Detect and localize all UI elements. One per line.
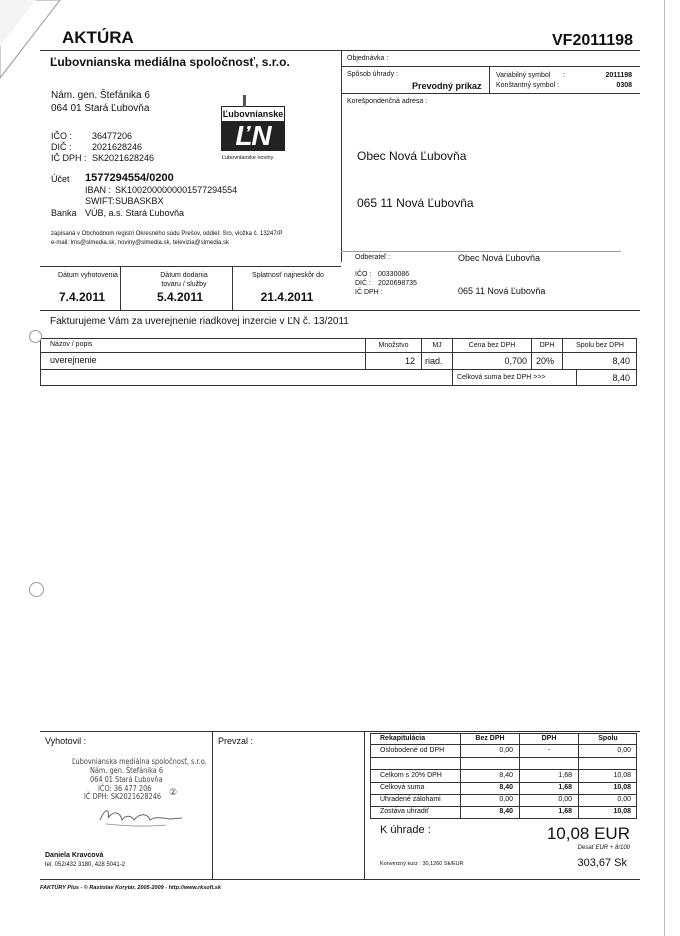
supplier-ico: 36477206 (92, 131, 133, 141)
corr-city: 065 11 Nová Ľubovňa (357, 196, 474, 210)
supplier-name: Ľubovnianska mediálna spoločnosť, s.r.o. (50, 55, 290, 69)
received-by-label: Prevzal : (218, 736, 254, 746)
col-price-header: Cena bez DPH (468, 342, 516, 349)
recap-row-base: 8,40 (499, 808, 513, 815)
issue-date-label: Dátum vyhotovenia (58, 272, 118, 279)
due-date-label: Splatnosť najneskôr do (252, 272, 324, 279)
stamp-line: Nám. gen. Štefánika 6 (90, 766, 164, 775)
doc-type-title: AKTÚRA (62, 28, 134, 47)
invoice-intro: Fakturujeme Vám za uverejnenie riadkovej inzercie v ĽN č. 13/2011 (50, 316, 349, 327)
order-label: Objednávka : (347, 55, 389, 62)
recap-row-label: Celková suma (380, 784, 425, 791)
customer-ico: 00330086 (378, 271, 410, 278)
customer-dic-label: DIČ : (355, 280, 371, 287)
swift: SUBASKBX (115, 196, 164, 206)
col-qty-header: Množstvo (378, 342, 409, 349)
bank-label: Banka (51, 208, 77, 218)
recap-header-vat: DPH (541, 735, 557, 742)
item-unit: riad. (425, 356, 443, 366)
recap-row-base: 0,00 (499, 747, 513, 754)
supplier-icdph-label: IČ DPH : (51, 153, 87, 163)
recap-header-label: Rekapitulácia (380, 735, 426, 742)
recap-row-label: Zostáva uhradiť (380, 808, 429, 815)
col-unit-header: MJ (432, 342, 442, 349)
stamp-line: Ľubovnianska mediálna spoločnosť, s.r.o. (72, 757, 207, 766)
customer-city: 065 11 Nová Ľubovňa (458, 286, 546, 296)
supplier-emails: e-mail: lms@slmedia.sk, noviny@slmedia.sk, televizia@slmedia.sk (51, 240, 229, 246)
item-name: uverejnenie (50, 355, 97, 365)
recap-row-vat: - (547, 747, 551, 754)
supplier-city: 064 01 Stará Ľubovňa (51, 103, 150, 114)
recap-row-label: Celkom s 20% DPH (380, 772, 442, 779)
stamp-line: IČO: 36 477 206 (98, 784, 152, 793)
signature (96, 800, 186, 830)
stamp-line: IČ DPH: SK2021628246 (84, 792, 162, 801)
recap-header-total: Spolu (598, 735, 618, 742)
due-date: 21.4.2011 (260, 290, 314, 304)
recap-row-total: 0,00 (617, 796, 631, 803)
amount-sk: 303,67 Sk (577, 857, 627, 869)
recap-row-total: 10,08 (613, 784, 631, 791)
recap-row-vat: 1,68 (558, 784, 572, 791)
page-edge (664, 0, 665, 936)
delivery-date-label: Dátum dodania tovaru / služby (160, 272, 208, 288)
logo-top-text: Ľubovnianske (221, 106, 285, 122)
col-total-header: Spolu bez DPH (576, 342, 624, 349)
recap-row-total: 0,00 (617, 747, 631, 754)
recap-row-total: 10,08 (613, 808, 631, 815)
issuer-name: Daniela Kravcová (45, 852, 104, 859)
issuer-phone: tel. 052/432 3180, 428 5041-2 (45, 862, 126, 868)
recap-row-label: Uhradené zálohami (380, 796, 441, 803)
recap-row-base: 8,40 (499, 784, 513, 791)
recap-row-vat: 1,68 (558, 772, 572, 779)
items-sum: 8,40 (612, 373, 630, 383)
stamp-mark: ② (169, 787, 178, 797)
issued-by-label: Vyhotovil : (45, 736, 87, 746)
company-logo (221, 95, 285, 165)
register-note: zapísaná v Obchodnom registri Okresného súdu Prešov, oddiel: Sro, vložka č. 13247/P (51, 231, 283, 237)
customer-label: Odberateľ : (355, 254, 391, 261)
logo-letters: ĽN (221, 121, 285, 151)
amount-in-words: Desať EUR + 8/100 (577, 845, 630, 851)
supplier-ico-label: IČO : (51, 131, 73, 141)
supplier-dic: 2021628246 (92, 142, 143, 152)
conversion-rate: Konverzný kurz : 30,1260 Sk/EUR (380, 861, 464, 867)
correspondence-label: Korešpondenčná adresa : (347, 98, 428, 105)
col-name-header: Názov / popis (50, 341, 93, 348)
recap-row-label: Oslobodené od DPH (380, 747, 445, 754)
customer-dic: 2020698735 (378, 280, 417, 287)
punch-hole (29, 330, 42, 343)
swift-label: SWIFT: (85, 196, 115, 206)
software-footer: FAKTÚRY Plus - © Rastislav Korytár, 2005-2009 - http://www.rksoft.sk (40, 885, 221, 891)
vs-label: Variabilný symbol (496, 72, 551, 79)
payment-label: Spôsob úhrady : (347, 71, 398, 78)
supplier-dic-label: DIČ : (51, 142, 72, 152)
delivery-date: 5.4.2011 (156, 290, 204, 304)
items-sum-label: Celková suma bez DPH >>> (457, 374, 546, 381)
bank: VÚB, a.s. Stará Ľubovňa (85, 208, 185, 218)
supplier-icdph: SK2021628246 (92, 153, 155, 163)
recap-row-base: 8,40 (499, 772, 513, 779)
ks-label: Konštantný symbol : (496, 82, 560, 89)
customer-name: Obec Nová Ľubovňa (458, 253, 541, 263)
punch-hole (29, 582, 44, 597)
constant-symbol: 0308 (616, 82, 632, 89)
item-total: 8,40 (612, 356, 630, 366)
account-number: 1577294554/0200 (85, 172, 174, 184)
logo-bottom-text: Ľubovnianske noviny (222, 155, 274, 161)
recap-row-base: 0,00 (499, 796, 513, 803)
recap-header-base: Bez DPH (475, 735, 505, 742)
to-pay-label: K úhrade : (380, 824, 431, 836)
invoice-number: VF2011198 (552, 32, 633, 49)
item-qty: 12 (404, 356, 415, 366)
recap-row-total: 10,08 (613, 772, 631, 779)
variable-symbol: 2011198 (605, 72, 632, 79)
stamp-line: 064 01 Stará Ľubovňa (90, 775, 163, 784)
iban: SK1002000000001577294554 (115, 185, 238, 195)
issue-date: 7.4.2011 (58, 290, 106, 304)
customer-ico-label: IČO : (355, 271, 372, 278)
corr-name: Obec Nová Ľubovňa (357, 149, 467, 163)
item-vat: 20% (536, 356, 555, 366)
customer-icdph-label: IČ DPH : (355, 289, 383, 296)
to-pay-amount: 10,08 EUR (546, 824, 630, 843)
recap-row-vat: 0,00 (558, 796, 572, 803)
iban-label: IBAN : (85, 185, 112, 195)
col-vat-header: DPH (539, 342, 555, 349)
recap-row-vat: 1,68 (558, 808, 572, 815)
payment-method: Prevodný príkaz (412, 81, 482, 91)
item-price: 0,700 (504, 356, 527, 366)
supplier-street: Nám. gen. Štefánika 6 (51, 90, 150, 101)
account-label: Účet (51, 174, 70, 184)
